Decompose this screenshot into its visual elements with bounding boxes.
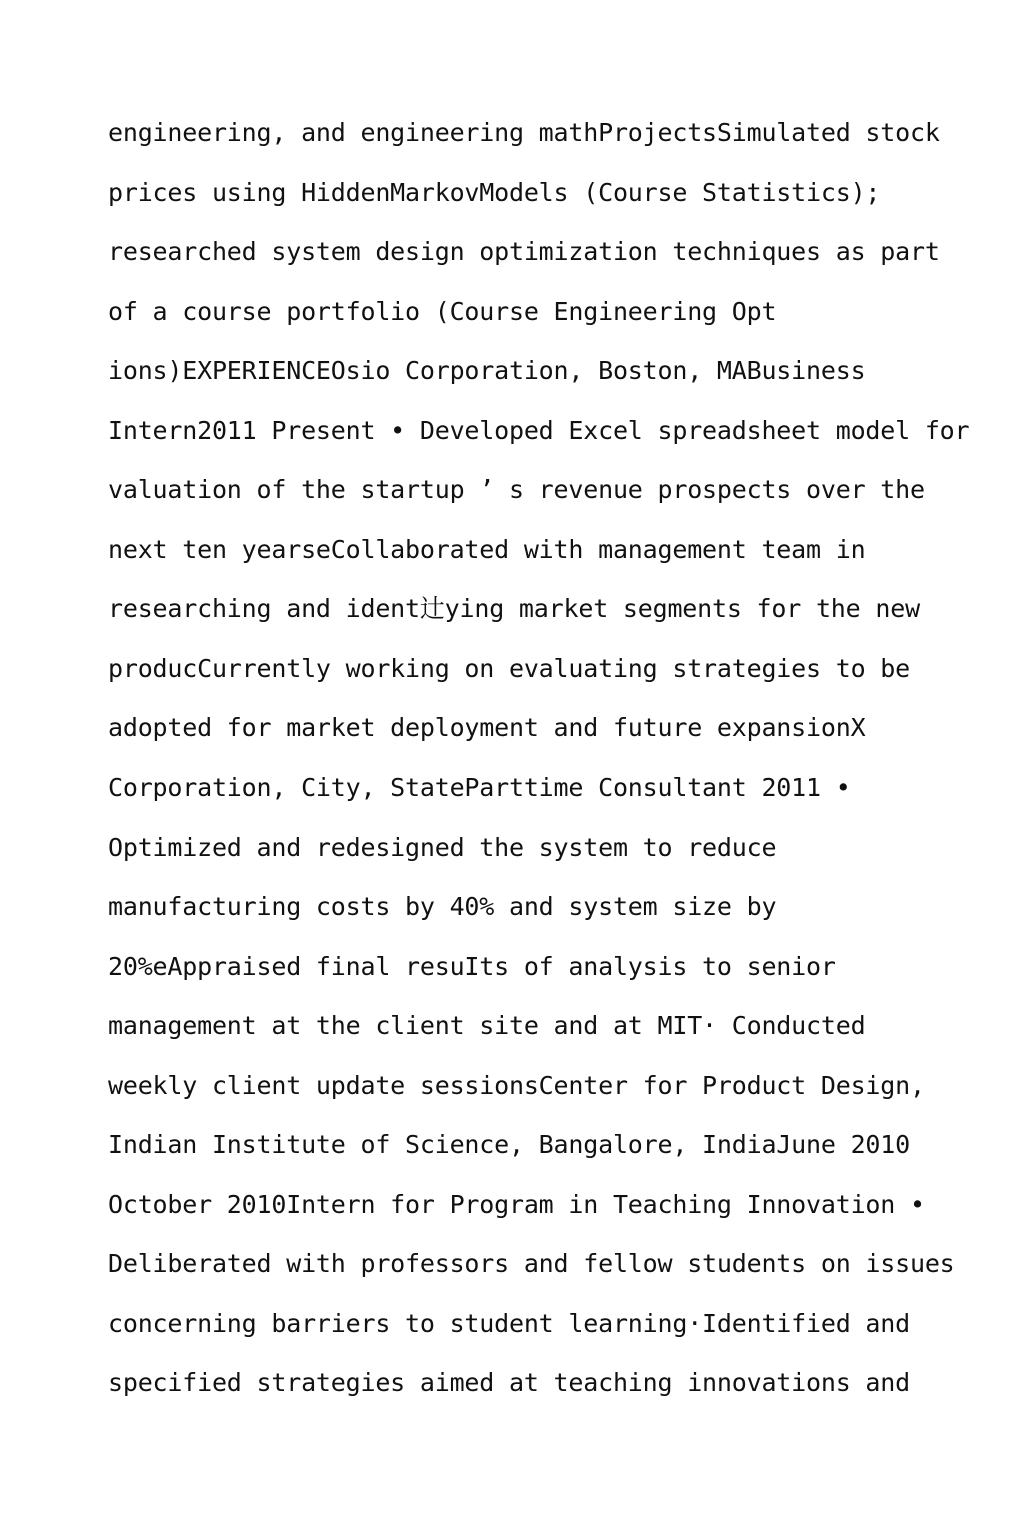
text-line: ions)EXPERIENCEOsio Corporation, Boston, MABusiness xyxy=(108,356,866,386)
text-line: manufacturing costs by 40% and system size by xyxy=(108,892,777,922)
text-line: Indian Institute of Science, Bangalore, IndiaJune 2010 xyxy=(108,1130,910,1160)
body-text xyxy=(108,103,970,1413)
text-line: next ten yearseCollaborated with management team in xyxy=(108,534,866,564)
text-line: of a course portfolio (Course Engineering Opt xyxy=(108,296,777,326)
text-line: 20%eAppraised final resuIts of analysis to senior xyxy=(108,951,836,981)
text-line: producCurrently working on evaluating strategies to be xyxy=(108,653,910,683)
text-line: specified strategies aimed at teaching innovations and xyxy=(108,1368,910,1398)
text-line: researched system design optimization techniques as part xyxy=(108,237,940,267)
text-line: adopted for market deployment and future expansionX xyxy=(108,713,866,743)
text-line: Corporation, City, StateParttime Consultant 2011 • xyxy=(108,773,851,803)
text-line: Deliberated with professors and fellow students on issues xyxy=(108,1249,955,1279)
text-line: management at the client site and at MIT· Conducted xyxy=(108,1011,866,1041)
text-line: valuation of the startup ’ s revenue prospects over the xyxy=(108,475,925,505)
text-line: engineering, and engineering mathProjectsSimulated stock xyxy=(108,118,940,147)
text-line: weekly client update sessionsCenter for Product Design, xyxy=(108,1070,925,1100)
text-line: Intern2011 Present • Developed Excel spreadsheet model for xyxy=(108,415,970,445)
text-line: Optimized and redesigned the system to reduce xyxy=(108,832,777,862)
text-line: prices using HiddenMarkovModels (Course Statistics); xyxy=(108,177,881,207)
text-line: researching and ident辻ying market segments for the new xyxy=(108,594,920,624)
text-line: concerning barriers to student learning·Identified and xyxy=(108,1308,910,1338)
text-line: October 2010Intern for Program in Teaching Innovation • xyxy=(108,1189,925,1219)
